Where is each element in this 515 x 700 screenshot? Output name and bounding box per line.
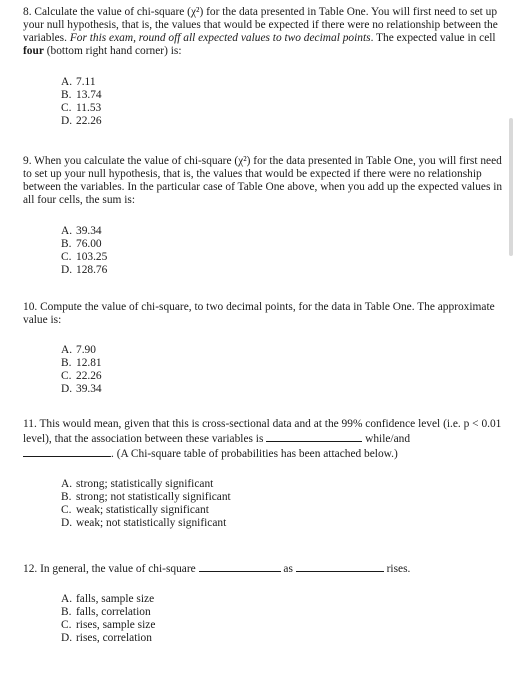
question-11 [23,418,509,530]
question-9 [23,155,509,277]
question-8-italic-note: For this exam, round off all expected values to two decimal points [69,32,371,44]
question-10-options [61,344,509,396]
question-9-text: 9. When you calculate the value of chi-square (χ²) for the data presented in Table One, you will first need to set up your null hypothesis, that is, the values that would be expected if there were no relationship between the variables. In the particular case of Table One above, when you add up the expected values in all four cells, the sum is: [23,155,503,206]
answer-blank[interactable] [266,431,362,442]
chi-square-symbol: χ² [190,6,200,18]
option[interactable]: A. strong; statistically significant [61,478,214,490]
question-8-text: 8. Calculate the value of chi-square (χ²) for the data presented in Table One. You will first need to set up your null hypothesis, that is, the values that would be expected if there were no relationship between the variables. For this exam, round off all expected values to two decimal points. The expected value in cell four (bottom right hand corner) is: [23,6,498,57]
option[interactable]: C. 103.25 [61,251,108,263]
question-10 [23,301,509,396]
option[interactable]: D. 39.34 [61,383,102,395]
question-12 [23,561,509,645]
option[interactable]: B. 76.00 [61,238,102,250]
option[interactable]: A. falls, sample size [61,593,155,605]
option[interactable]: A. 39.34 [61,225,102,237]
question-8 [23,6,509,128]
question-9-options [61,225,509,277]
option[interactable]: C. 22.26 [61,370,102,382]
option[interactable]: B. falls, correlation [61,606,151,618]
question-12-options [61,593,509,645]
question-11-text: 11. This would mean, given that this is cross-sectional data and at the 99% confidence level (i.e. p < 0.01 level), that the association between these variables is while/and . (A Chi-square table of probabilities has been attached below.) [23,418,502,460]
question-8-options [61,76,509,128]
answer-blank[interactable] [199,561,281,572]
option[interactable]: D. 128.76 [61,264,108,276]
question-12-text: 12. In general, the value of chi-square as rises. [23,563,411,575]
option[interactable]: D. 22.26 [61,115,102,127]
option[interactable]: B. 13.74 [61,89,102,101]
question-11-options [61,478,509,530]
option[interactable]: A. 7.11 [61,76,96,88]
option[interactable]: C. 11.53 [61,102,102,114]
option[interactable]: B. strong; not statistically significant [61,491,231,503]
question-10-text: 10. Compute the value of chi-square, to two decimal points, for the data in Table One. The approximate value is: [23,301,495,326]
option[interactable]: B. 12.81 [61,357,102,369]
scrollbar[interactable] [509,118,513,256]
option[interactable]: C. weak; statistically significant [61,504,209,516]
chi-square-symbol: χ² [238,155,247,167]
question-8-bold-word: four [23,45,44,57]
option[interactable]: A. 7.90 [61,344,96,356]
option[interactable]: C. rises, sample size [61,619,156,631]
answer-blank[interactable] [23,446,111,457]
option[interactable]: D. rises, correlation [61,632,152,644]
option[interactable]: D. weak; not statistically significant [61,517,227,529]
answer-blank[interactable] [296,561,384,572]
